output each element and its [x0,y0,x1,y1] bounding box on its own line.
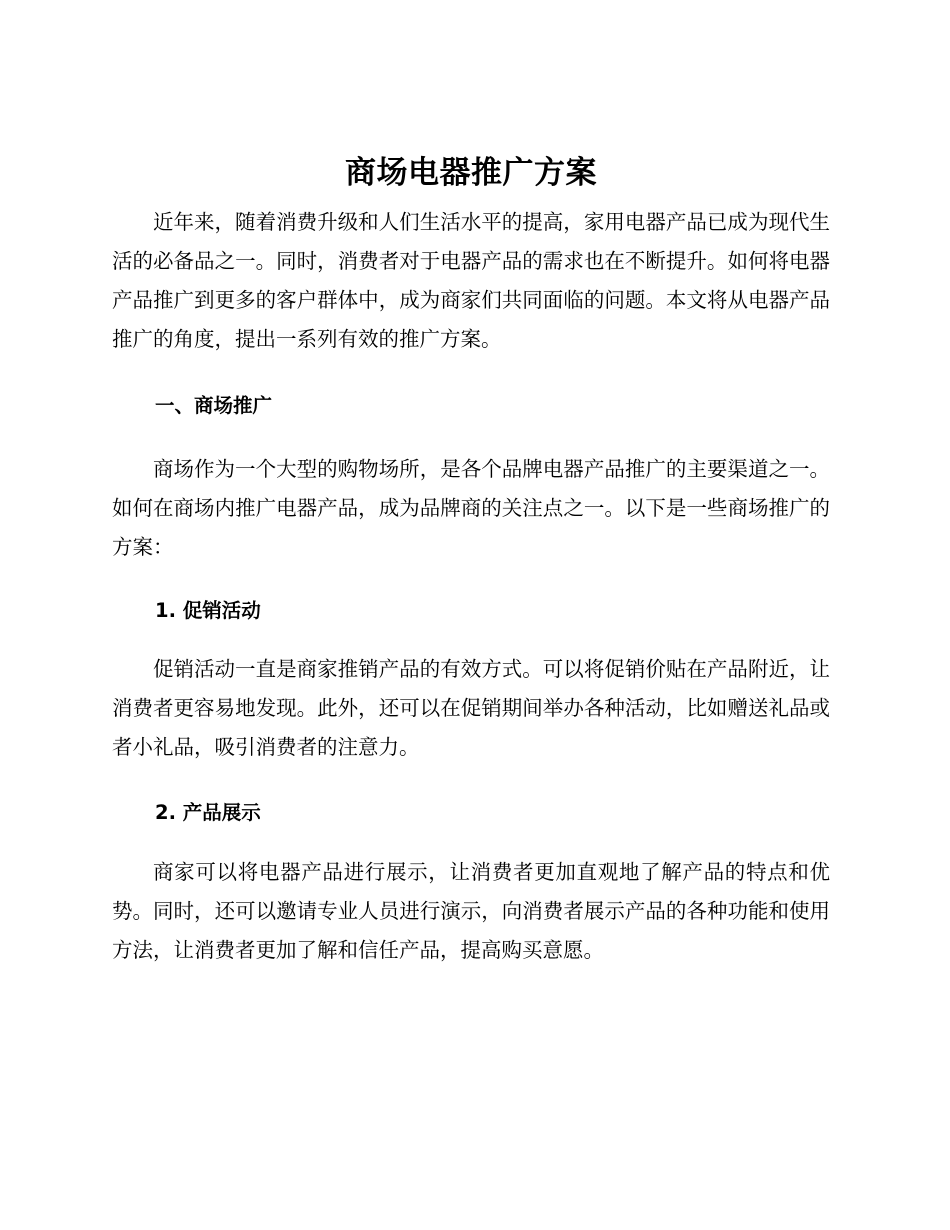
document-title: 商场电器推广方案 [345,155,597,191]
section-heading-mall-promotion: 一、商场推广 [155,394,273,417]
document-body [112,148,830,970]
subsection-heading-product-display: 2. 产品展示 [155,801,261,824]
subsection-heading-promotion-activities: 1. 促销活动 [155,599,261,622]
subsection-paragraph-product-display: 商家可以将电器产品进行展示，让消费者更加直观地了解产品的特点和优势。同时，还可以邀请专业人员进行演示，向消费者展示产品的各种功能和使用方法，让消费者更加了解和信任产品，提高购买意愿。 [112,860,830,962]
subsection-paragraph-promotion-activities: 促销活动一直是商家推销产品的有效方式。可以将促销价贴在产品附近，让消费者更容易地发现。此外，还可以在促销期间举办各种活动，比如赠送礼品或者小礼品，吸引消费者的注意力。 [112,657,830,759]
section-paragraph-mall-promotion: 商场作为一个大型的购物场所，是各个品牌电器产品推广的主要渠道之一。如何在商场内推广电器产品，成为品牌商的关注点之一。以下是一些商场推广的方案： [112,457,830,559]
intro-paragraph: 近年来，随着消费升级和人们生活水平的提高，家用电器产品已成为现代生活的必备品之一。同时，消费者对于电器产品的需求也在不断提升。如何将电器产品推广到更多的客户群体中，成为商家们共同面临的问题。本文将从电器产品推广的角度，提出一系列有效的推广方案。 [112,210,830,351]
